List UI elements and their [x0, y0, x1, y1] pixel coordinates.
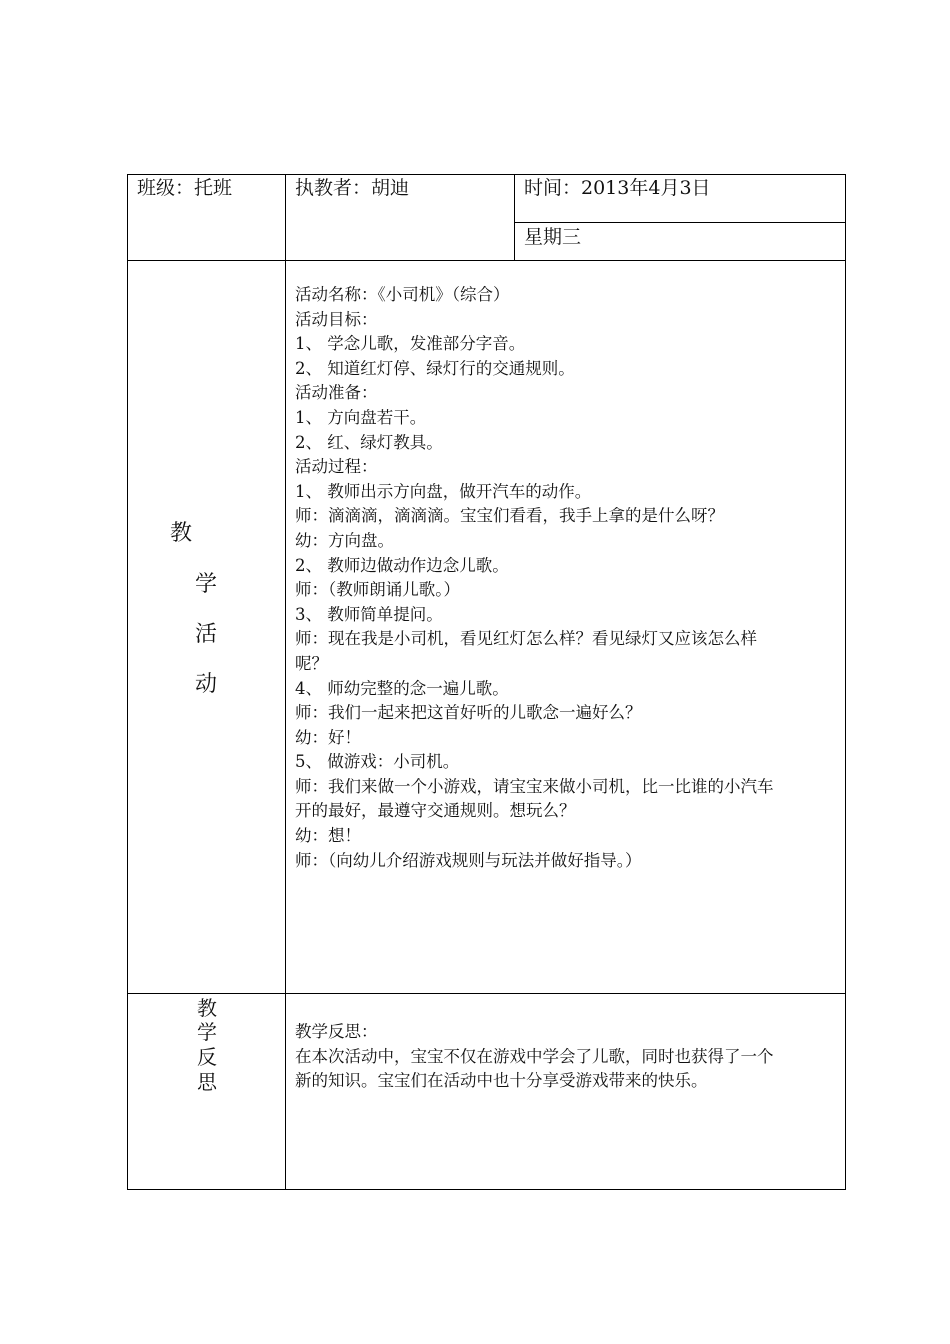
- teacher-label: 执教者：胡迪: [295, 177, 410, 199]
- table-border-bottom: [127, 1189, 846, 1190]
- reflection-line: 新的知识。宝宝们在活动中也十分享受游戏带来的快乐。: [295, 1071, 708, 1091]
- activity-line: 幼：好！: [295, 727, 361, 747]
- activity-side-char: 活: [195, 622, 218, 647]
- table-border-top: [127, 174, 846, 175]
- table-border-right: [845, 174, 846, 1190]
- activity-row-divider: [127, 993, 846, 994]
- activity-line: 2、 红、绿灯教具。: [295, 432, 443, 452]
- header-column-divider: [514, 174, 515, 260]
- table-border-left: [127, 174, 128, 1190]
- reflection-line: 在本次活动中，宝宝不仅在游戏中学会了儿歌，同时也获得了一个: [295, 1046, 774, 1066]
- reflection-side-char: 反: [197, 1045, 217, 1069]
- reflection-content: [295, 1020, 774, 1094]
- activity-line: 师：（向幼儿介绍游戏规则与玩法并做好指导。）: [295, 850, 642, 870]
- reflection-line: 教学反思：: [295, 1022, 378, 1041]
- header-row-divider: [127, 260, 846, 261]
- activity-line: 幼：想！: [295, 826, 361, 846]
- activity-line: 1、 方向盘若干。: [295, 407, 427, 427]
- reflection-side-char: 思: [197, 1070, 217, 1094]
- class-label: 班级：托班: [137, 177, 233, 199]
- activity-line: 活动准备：: [295, 383, 378, 403]
- activity-line: 活动名称：《小司机》（综合）: [295, 285, 510, 304]
- activity-line: 师：现在我是小司机，看见红灯怎么样？看见绿灯又应该怎么样: [295, 629, 757, 649]
- activity-line: 师：（教师朗诵儿歌。）: [295, 580, 460, 600]
- activity-line: 1、 教师出示方向盘，做开汽车的动作。: [295, 481, 592, 501]
- activity-line: 呢？: [295, 653, 328, 673]
- reflection-side-char: 教: [197, 996, 217, 1020]
- activity-side-char: 动: [195, 672, 218, 697]
- activity-line: 幼：方向盘。: [295, 530, 394, 550]
- activity-line: 2、 知道红灯停、绿灯行的交通规则。: [295, 358, 575, 378]
- column-divider: [285, 174, 286, 1190]
- activity-line: 活动目标：: [295, 309, 378, 329]
- activity-line: 师：滴滴滴，滴滴滴。宝宝们看看，我手上拿的是什么呀？: [295, 506, 724, 526]
- reflection-side-char: 学: [197, 1020, 217, 1044]
- activity-line: 师：我们一起来把这首好听的儿歌念一遍好么？: [295, 703, 642, 723]
- activity-line: 活动过程：: [295, 457, 378, 477]
- activity-side-char: 学: [195, 572, 218, 597]
- date-label: 时间：2013年4月3日: [524, 177, 711, 199]
- activity-line: 2、 教师边做动作边念儿歌。: [295, 555, 509, 575]
- activity-line: 5、 做游戏：小司机。: [295, 752, 460, 772]
- activity-line: 师：我们来做一个小游戏，请宝宝来做小司机，比一比谁的小汽车: [295, 776, 774, 796]
- activity-line: 开的最好，最遵守交通规则。想玩么？: [295, 801, 576, 821]
- activity-side-char: 教: [170, 521, 193, 546]
- activity-line: 4、 师幼完整的念一遍儿歌。: [295, 678, 509, 698]
- activity-line: 1、 学念儿歌，发准部分字音。: [295, 334, 526, 354]
- weekday-label: 星期三: [524, 226, 582, 248]
- activity-content: [295, 283, 774, 873]
- date-row-divider: [514, 222, 846, 223]
- activity-line: 3、 教师简单提问。: [295, 604, 443, 624]
